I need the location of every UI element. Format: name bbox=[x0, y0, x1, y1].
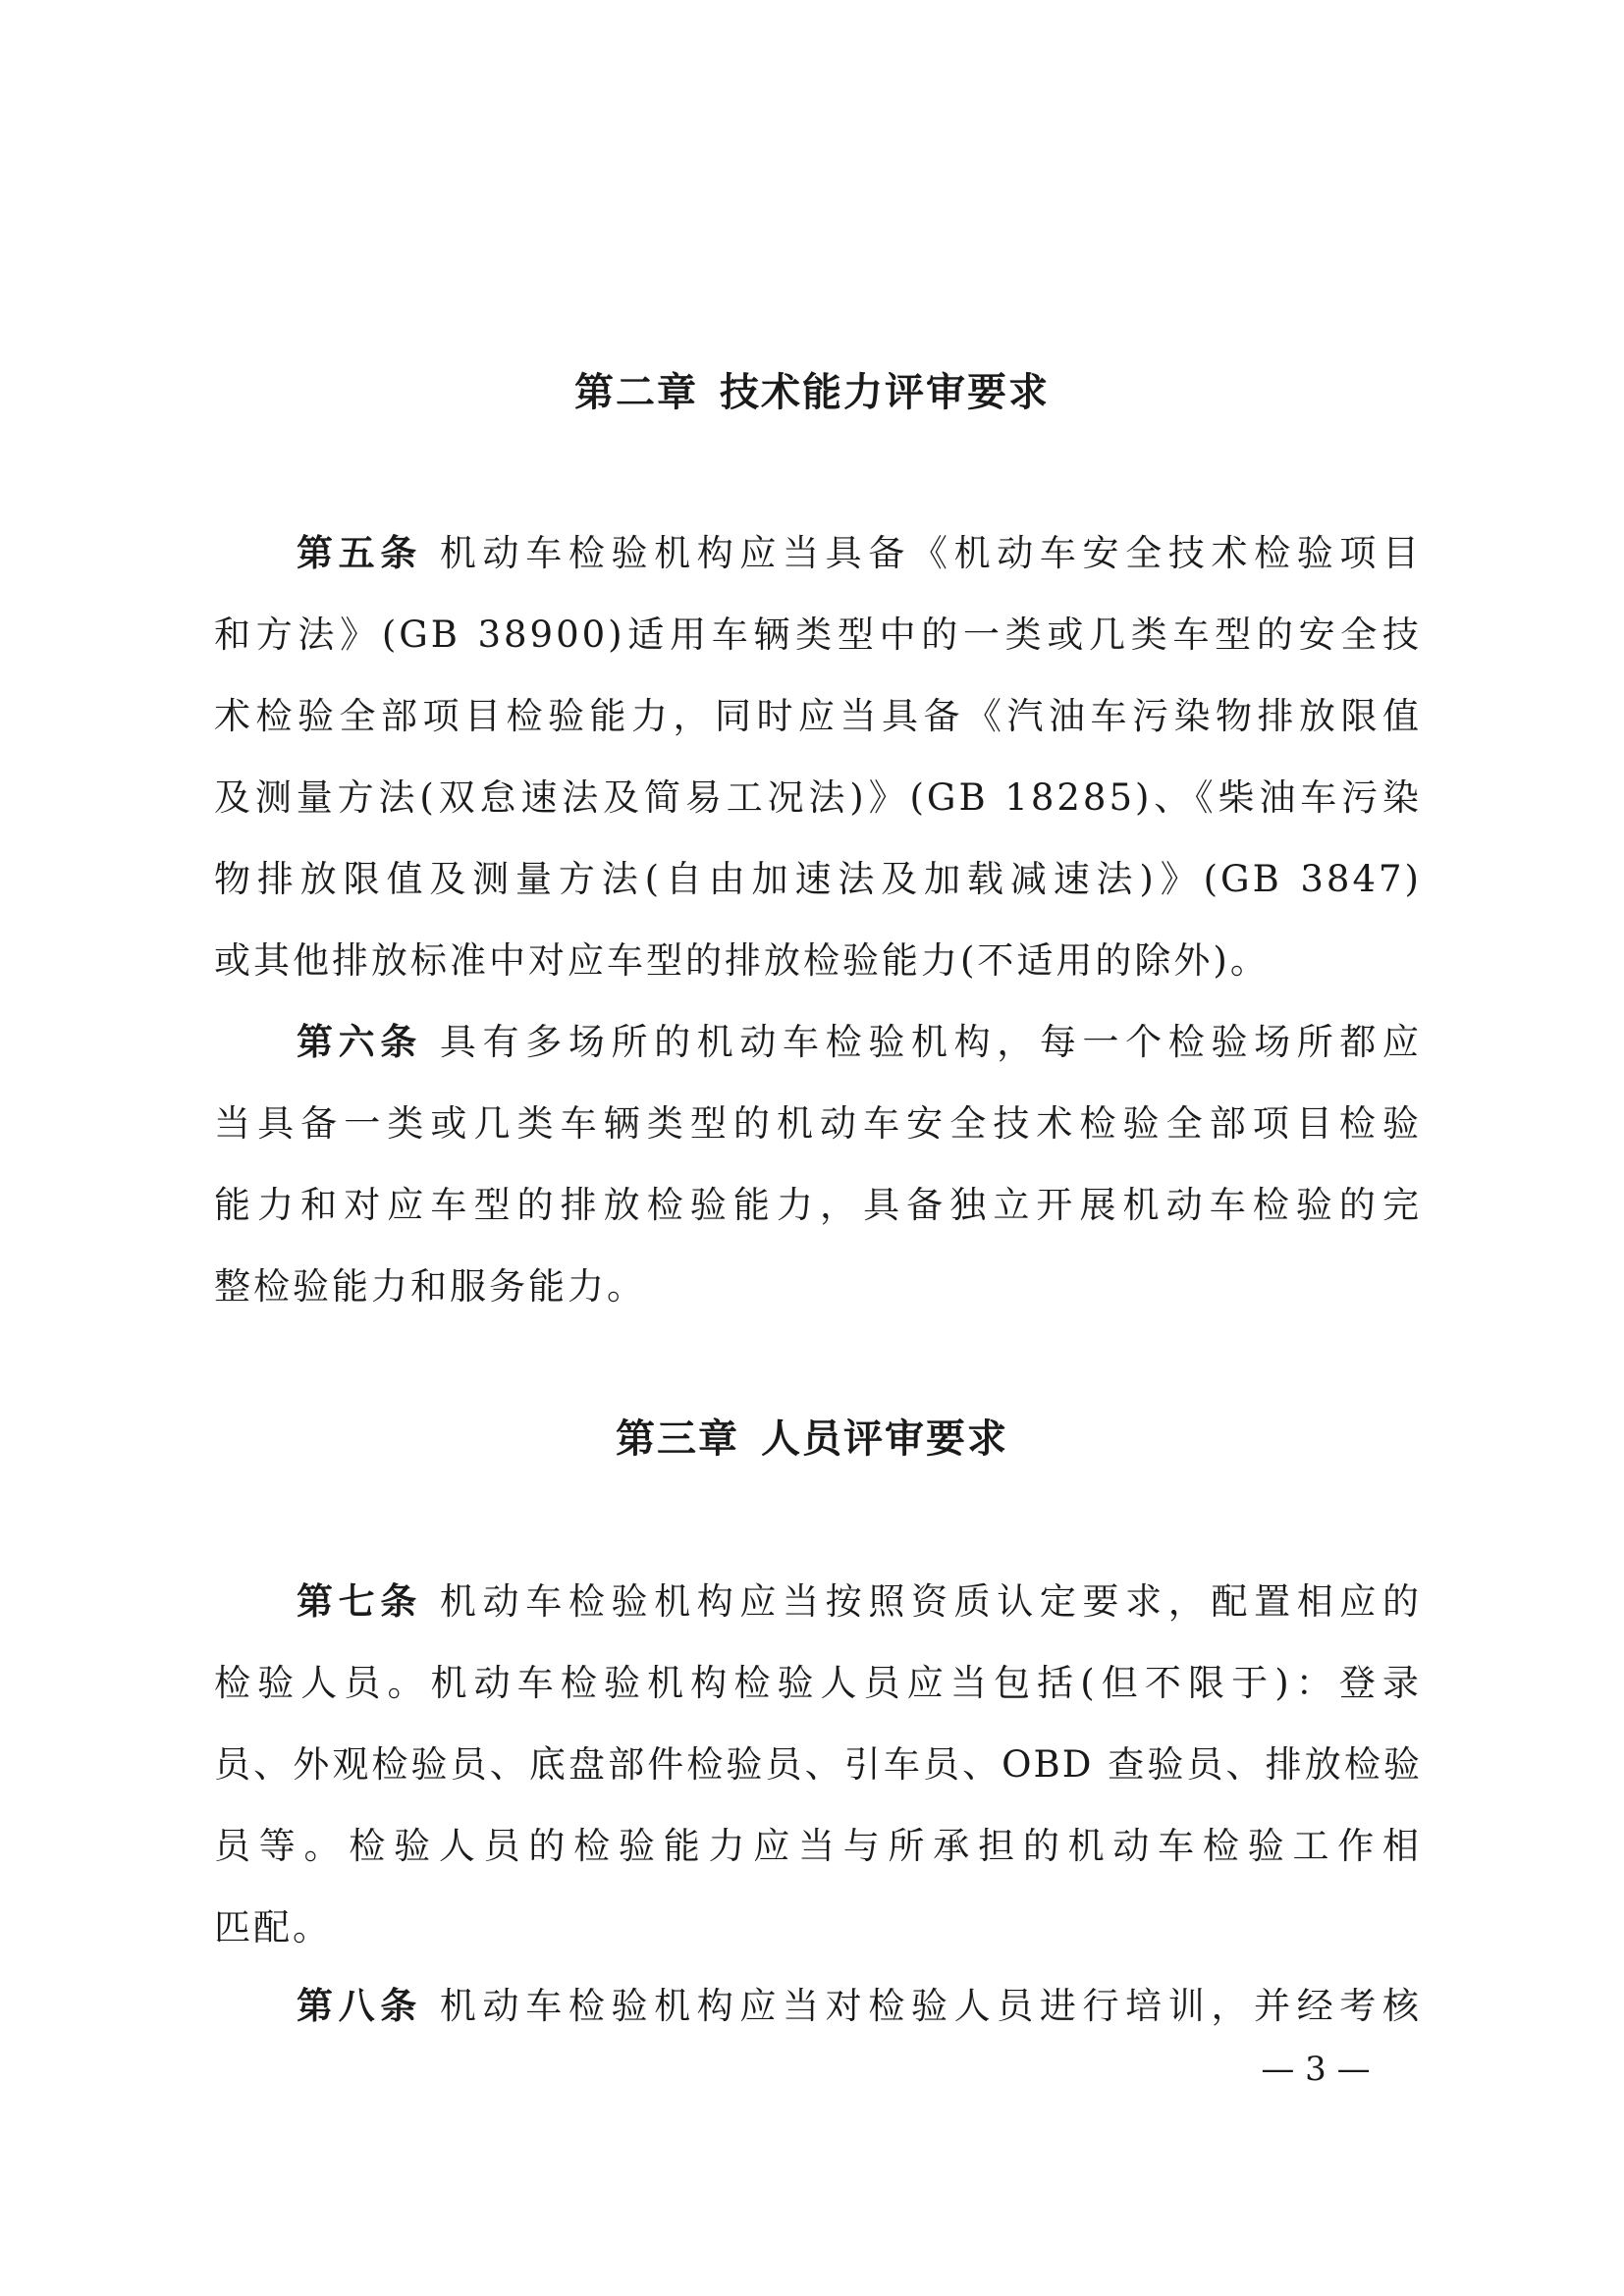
chapter-2-title: 技术能力评审要求 bbox=[720, 370, 1050, 415]
article-6-line: 当具备一类或几类车辆类型的机动车安全技术检验全部项目检验 bbox=[214, 1102, 1422, 1145]
page-number: — 3 — bbox=[1261, 2050, 1371, 2089]
article-5-line: 物排放限值及测量方法(自由加速法及加载减速法)》(GB 3847) bbox=[214, 858, 1422, 900]
article-5-label: 第五条 bbox=[297, 532, 422, 574]
chapter-3-heading bbox=[0, 1415, 1624, 1463]
article-5 bbox=[214, 512, 1422, 1001]
chapter-2-number: 第二章 bbox=[574, 370, 698, 415]
article-5-line: 术检验全部项目检验能力，同时应当具备《汽油车污染物排放限值 bbox=[214, 695, 1422, 737]
article-8 bbox=[214, 1965, 1422, 2047]
article-7-line: 检验人员。机动车检验机构检验人员应当包括(但不限于)：登录 bbox=[214, 1662, 1422, 1704]
article-6-label: 第六条 bbox=[297, 1021, 422, 1063]
article-6 bbox=[214, 1001, 1422, 1327]
article-6-line: 能力和对应车型的排放检验能力，具备独立开展机动车检验的完 bbox=[214, 1184, 1422, 1226]
article-6-line: 第六条 具有多场所的机动车检验机构，每一个检验场所都应 bbox=[297, 1021, 1423, 1063]
chapter-2-heading bbox=[0, 369, 1624, 416]
chapter-3-title: 人员评审要求 bbox=[761, 1416, 1008, 1462]
article-5-line: 第五条 机动车检验机构应当具备《机动车安全技术检验项目 bbox=[297, 532, 1423, 574]
article-8-line: 第八条 机动车检验机构应当对检验人员进行培训，并经考核 bbox=[297, 1985, 1423, 2027]
article-8-label: 第八条 bbox=[297, 1985, 422, 2027]
article-5-line: 及测量方法(双怠速法及简易工况法)》(GB 18285)、《柴油车污染 bbox=[214, 776, 1422, 819]
article-7-label: 第七条 bbox=[297, 1580, 422, 1623]
article-7-line: 第七条 机动车检验机构应当按照资质认定要求，配置相应的 bbox=[297, 1580, 1423, 1623]
article-7 bbox=[214, 1561, 1422, 1968]
article-7-line: 员、外观检验员、底盘部件检验员、引车员、OBD 查验员、排放检验 bbox=[214, 1743, 1422, 1786]
chapter-3-number: 第三章 bbox=[616, 1416, 739, 1462]
article-5-line: 和方法》(GB 38900)适用车辆类型中的一类或几类车型的安全技 bbox=[214, 614, 1422, 656]
article-6-line: 整检验能力和服务能力。 bbox=[214, 1265, 646, 1308]
article-5-line: 或其他排放标准中对应车型的排放检验能力(不适用的除外)。 bbox=[214, 939, 1270, 982]
article-7-line: 员等。检验人员的检验能力应当与所承担的机动车检验工作相 bbox=[214, 1825, 1422, 1867]
article-7-line: 匹配。 bbox=[214, 1906, 332, 1949]
